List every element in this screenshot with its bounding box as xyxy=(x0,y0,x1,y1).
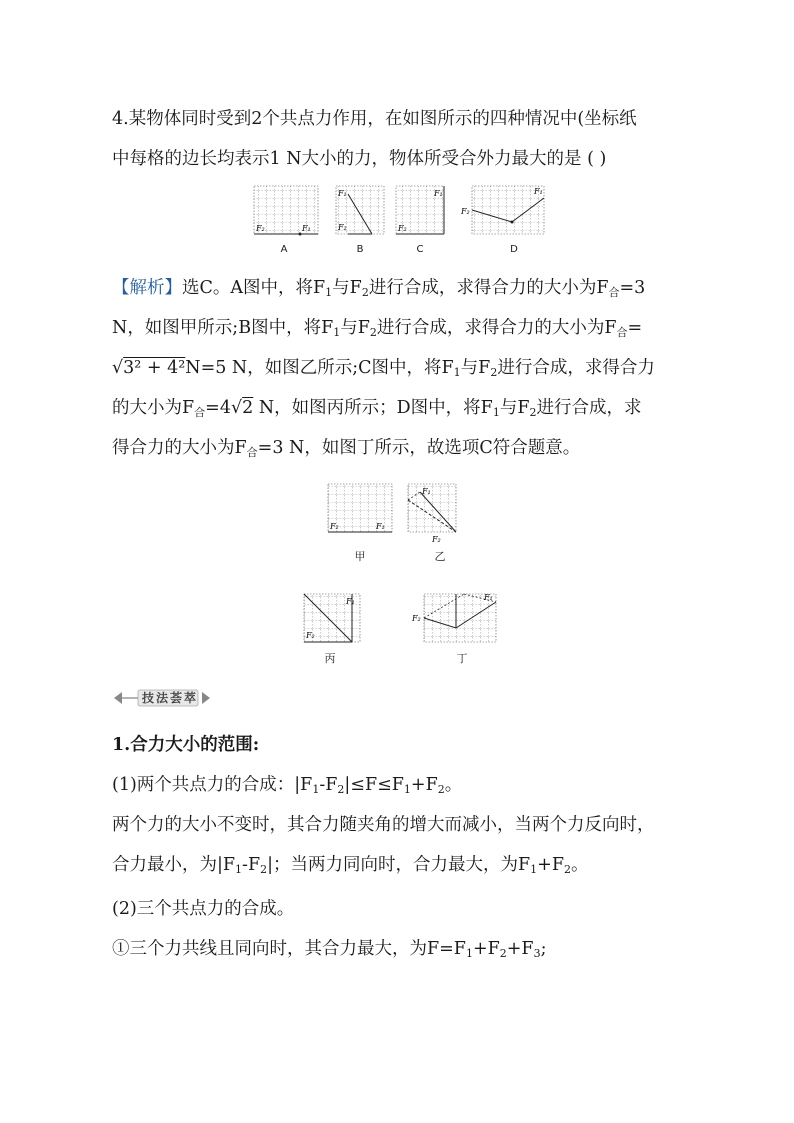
label-f2: F₂ xyxy=(432,535,441,544)
label-f2: F₂ xyxy=(330,522,339,531)
analysis-line-5: 得合力的大小为$F_合=3$ N，如图丁所示，故选项C符合题意。 xyxy=(112,438,581,459)
section-p3: 合力最小，为$|F_1-F_2|$；当两力同向时，合力最大，为$F_1+F_2$。 xyxy=(112,855,589,876)
analysis-line-3: √3² + 4²N=5 N，如图乙所示;C图中，将$F_1$与$F_2$进行合成，求得合力 xyxy=(112,358,655,379)
label-f1: F₁ xyxy=(376,522,385,531)
section-p4: (2)三个共点力的合成。 xyxy=(112,899,295,919)
label-f2: F₂ xyxy=(256,224,265,233)
question-line-2: 中每格的边长均表示1 N大小的力，物体所受合外力最大的是 ( ) xyxy=(112,149,607,169)
fig-label-ding: 丁 xyxy=(456,652,468,665)
figure-d xyxy=(460,186,544,234)
figure-a xyxy=(254,186,318,236)
badge-text: 技法荟萃 xyxy=(142,691,199,705)
fig-label-jia: 甲 xyxy=(354,550,366,563)
analysis-line-1: 【解析】选C。A图中，将$F_1$与$F_2$进行合成，求得合力的大小为$F_合=3$ xyxy=(112,278,646,299)
panel-label-b: B xyxy=(356,244,364,255)
analysis-line-4: 的大小为$F_合=4√2$ N，如图丙所示；D图中，将$F_1$与$F_2$进行合成，求 xyxy=(112,398,642,419)
label-f1: F₁ xyxy=(484,593,493,602)
label-f2: F₂ xyxy=(306,631,315,640)
question-line-1: 4.某物体同时受到2个共点力作用，在如图所示的四种情况中(坐标纸 xyxy=(112,109,637,129)
label-f2: F₂ xyxy=(412,614,421,623)
analysis-line-2: N，如图甲所示;B图中，将$F_1$与$F_2$进行合成，求得合力的大小为$F_合=$ xyxy=(112,318,643,339)
panel-label-c: C xyxy=(416,244,424,255)
label-f2: F₂ xyxy=(398,224,407,233)
sqrt-expression: √3² + 4² xyxy=(112,358,186,378)
label-f1: F₁ xyxy=(338,189,347,198)
section-heading: 1.合力大小的范围: xyxy=(112,735,260,755)
panel-label-a: A xyxy=(280,244,288,255)
fig-label-bing: 丙 xyxy=(324,652,336,665)
label-f1: F₁ xyxy=(422,487,431,496)
section-p5: ①三个力共线且同向时，其合力最大，为$F=F_1+F_2+F_3$; xyxy=(112,939,547,960)
panel-label-d: D xyxy=(510,244,518,255)
label-f2: F₂ xyxy=(338,223,347,232)
figure-yi xyxy=(408,484,456,544)
section-badge xyxy=(112,688,212,708)
section-p2: 两个力的大小不变时，其合力随夹角的增大而减小，当两个力反向时， xyxy=(112,815,655,835)
label-f2: F₂ xyxy=(461,207,470,216)
figure-ding xyxy=(411,593,496,642)
analysis-tag: 【解析】 xyxy=(112,278,182,298)
figure-c xyxy=(396,186,444,234)
figure-bing xyxy=(304,594,360,642)
label-f1: F₁ xyxy=(434,189,443,198)
label-f1: F₁ xyxy=(534,187,543,196)
figure-b xyxy=(336,186,384,234)
fig-label-yi: 乙 xyxy=(434,550,446,563)
figure-jia xyxy=(328,484,392,532)
section-p1: (1)两个共点力的合成：$|F_1-F_2|\le F\le F_1+F_2$。 xyxy=(112,775,463,796)
label-f1: F₁ xyxy=(302,224,311,233)
label-f1: F₁ xyxy=(346,597,355,606)
analysis-figures-bottom xyxy=(296,588,506,648)
